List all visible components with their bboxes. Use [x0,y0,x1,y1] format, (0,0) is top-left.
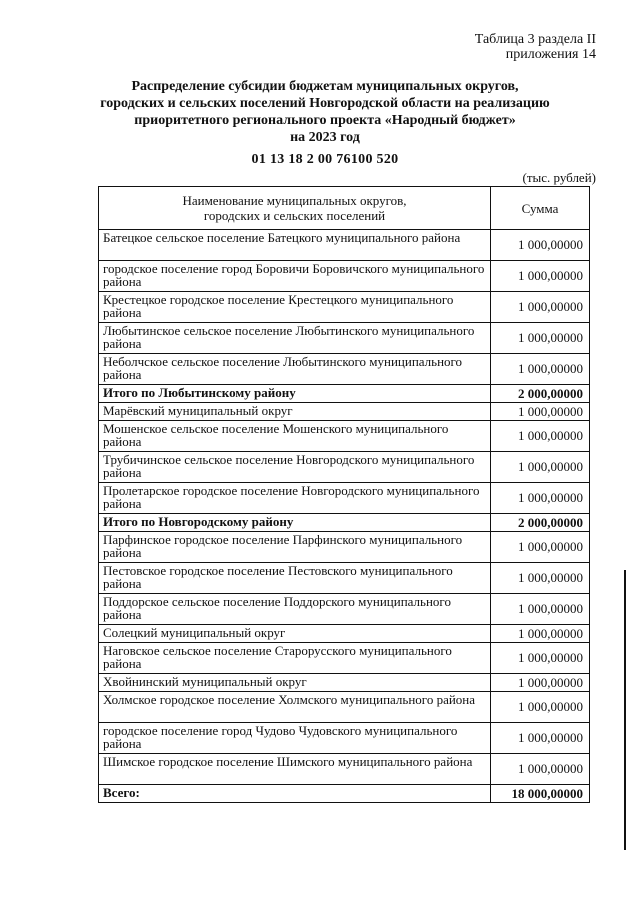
municipality-name-cell: Холмское городское поселение Холмского муниципального района [99,692,491,723]
table-row [99,421,590,452]
municipality-name-cell: Любытинское сельское поселение Любытинского муниципального района [99,323,491,354]
amount-cell: 1 000,00000 [491,323,590,354]
table-row [99,674,590,692]
table-row [99,754,590,785]
amount-cell: 1 000,00000 [491,532,590,563]
municipality-name-cell: Итого по Любытинскому району [99,385,491,403]
amount-cell: 1 000,00000 [491,674,590,692]
amount-cell: 1 000,00000 [491,643,590,674]
amount-cell: 2 000,00000 [491,385,590,403]
table-row [99,230,590,261]
municipality-name-cell: Наговское сельское поселение Старорусского муниципального района [99,643,491,674]
units-label: (тыс. рублей) [522,170,596,185]
table-body [99,230,590,803]
municipality-name-cell: Хвойнинский муниципальный округ [99,674,491,692]
budget-code: 01 13 18 2 00 76100 520 [251,152,399,167]
table-row [99,692,590,723]
municipality-name-cell: Итого по Новгородскому району [99,514,491,532]
table-total-row [99,514,590,532]
amount-cell: 2 000,00000 [491,514,590,532]
municipality-name-cell: Пестовское городское поселение Пестовского муниципального района [99,563,491,594]
table-row [99,292,590,323]
table-row [99,261,590,292]
municipality-name-cell: Марёвский муниципальный округ [99,403,491,421]
margin-line [624,570,626,850]
subsidy-table [98,186,590,803]
amount-cell: 18 000,00000 [491,785,590,803]
table-row [99,403,590,421]
title-line4: на 2023 год [290,130,360,145]
document-title [60,78,590,146]
table-total-row [99,385,590,403]
amount-cell: 1 000,00000 [491,483,590,514]
table-row [99,625,590,643]
table-reference-line1: Таблица 3 раздела II [474,32,596,47]
municipality-name-cell: Шимское городское поселение Шимского муниципального района [99,754,491,785]
amount-cell: 1 000,00000 [491,292,590,323]
table-header-row [99,187,590,230]
amount-cell: 1 000,00000 [491,754,590,785]
table-row [99,483,590,514]
title-line1: Распределение субсидии бюджетам муниципальных округов, [131,79,519,94]
amount-cell: 1 000,00000 [491,421,590,452]
municipality-name-cell: Крестецкое городское поселение Крестецкого муниципального района [99,292,491,323]
municipality-name-cell: Мошенское сельское поселение Мошенского муниципального района [99,421,491,452]
table-row [99,532,590,563]
amount-cell: 1 000,00000 [491,452,590,483]
municipality-name-cell: Всего: [99,785,491,803]
table-row [99,563,590,594]
municipality-name-cell: Трубичинское сельское поселение Новгородского муниципального района [99,452,491,483]
amount-cell: 1 000,00000 [491,230,590,261]
table-row [99,643,590,674]
municipality-name-cell: Парфинское городское поселение Парфинского муниципального района [99,532,491,563]
table-row [99,452,590,483]
column-header-name-line2: городских и сельских поселений [203,208,386,223]
municipality-name-cell: Солецкий муниципальный округ [99,625,491,643]
title-line3: приоритетного регионального проекта «Народный бюджет» [134,113,516,128]
amount-cell: 1 000,00000 [491,563,590,594]
table-row [99,354,590,385]
municipality-name-cell: Неболчское сельское поселение Любытинского муниципального района [99,354,491,385]
municipality-name-cell: Батецкое сельское поселение Батецкого муниципального района [99,230,491,261]
title-line2: городских и сельских поселений Новгородской области на реализацию [100,96,550,111]
table-reference [475,32,596,62]
municipality-name-cell: городское поселение город Чудово Чудовского муниципального района [99,723,491,754]
municipality-name-cell: городское поселение город Боровичи Боровичского муниципального района [99,261,491,292]
table-total-row [99,785,590,803]
table-row [99,323,590,354]
municipality-name-cell: Поддорское сельское поселение Поддорского муниципального района [99,594,491,625]
municipality-name-cell: Пролетарское городское поселение Новгородского муниципального района [99,483,491,514]
table-reference-line2: приложения 14 [505,47,596,62]
amount-cell: 1 000,00000 [491,261,590,292]
amount-cell: 1 000,00000 [491,625,590,643]
amount-cell: 1 000,00000 [491,692,590,723]
column-header-name [99,187,491,230]
amount-cell: 1 000,00000 [491,723,590,754]
amount-cell: 1 000,00000 [491,354,590,385]
amount-cell: 1 000,00000 [491,594,590,625]
amount-cell: 1 000,00000 [491,403,590,421]
column-header-name-line1: Наименование муниципальных округов, [182,193,407,208]
column-header-sum: Сумма [491,187,590,230]
table-row [99,723,590,754]
table-row [99,594,590,625]
